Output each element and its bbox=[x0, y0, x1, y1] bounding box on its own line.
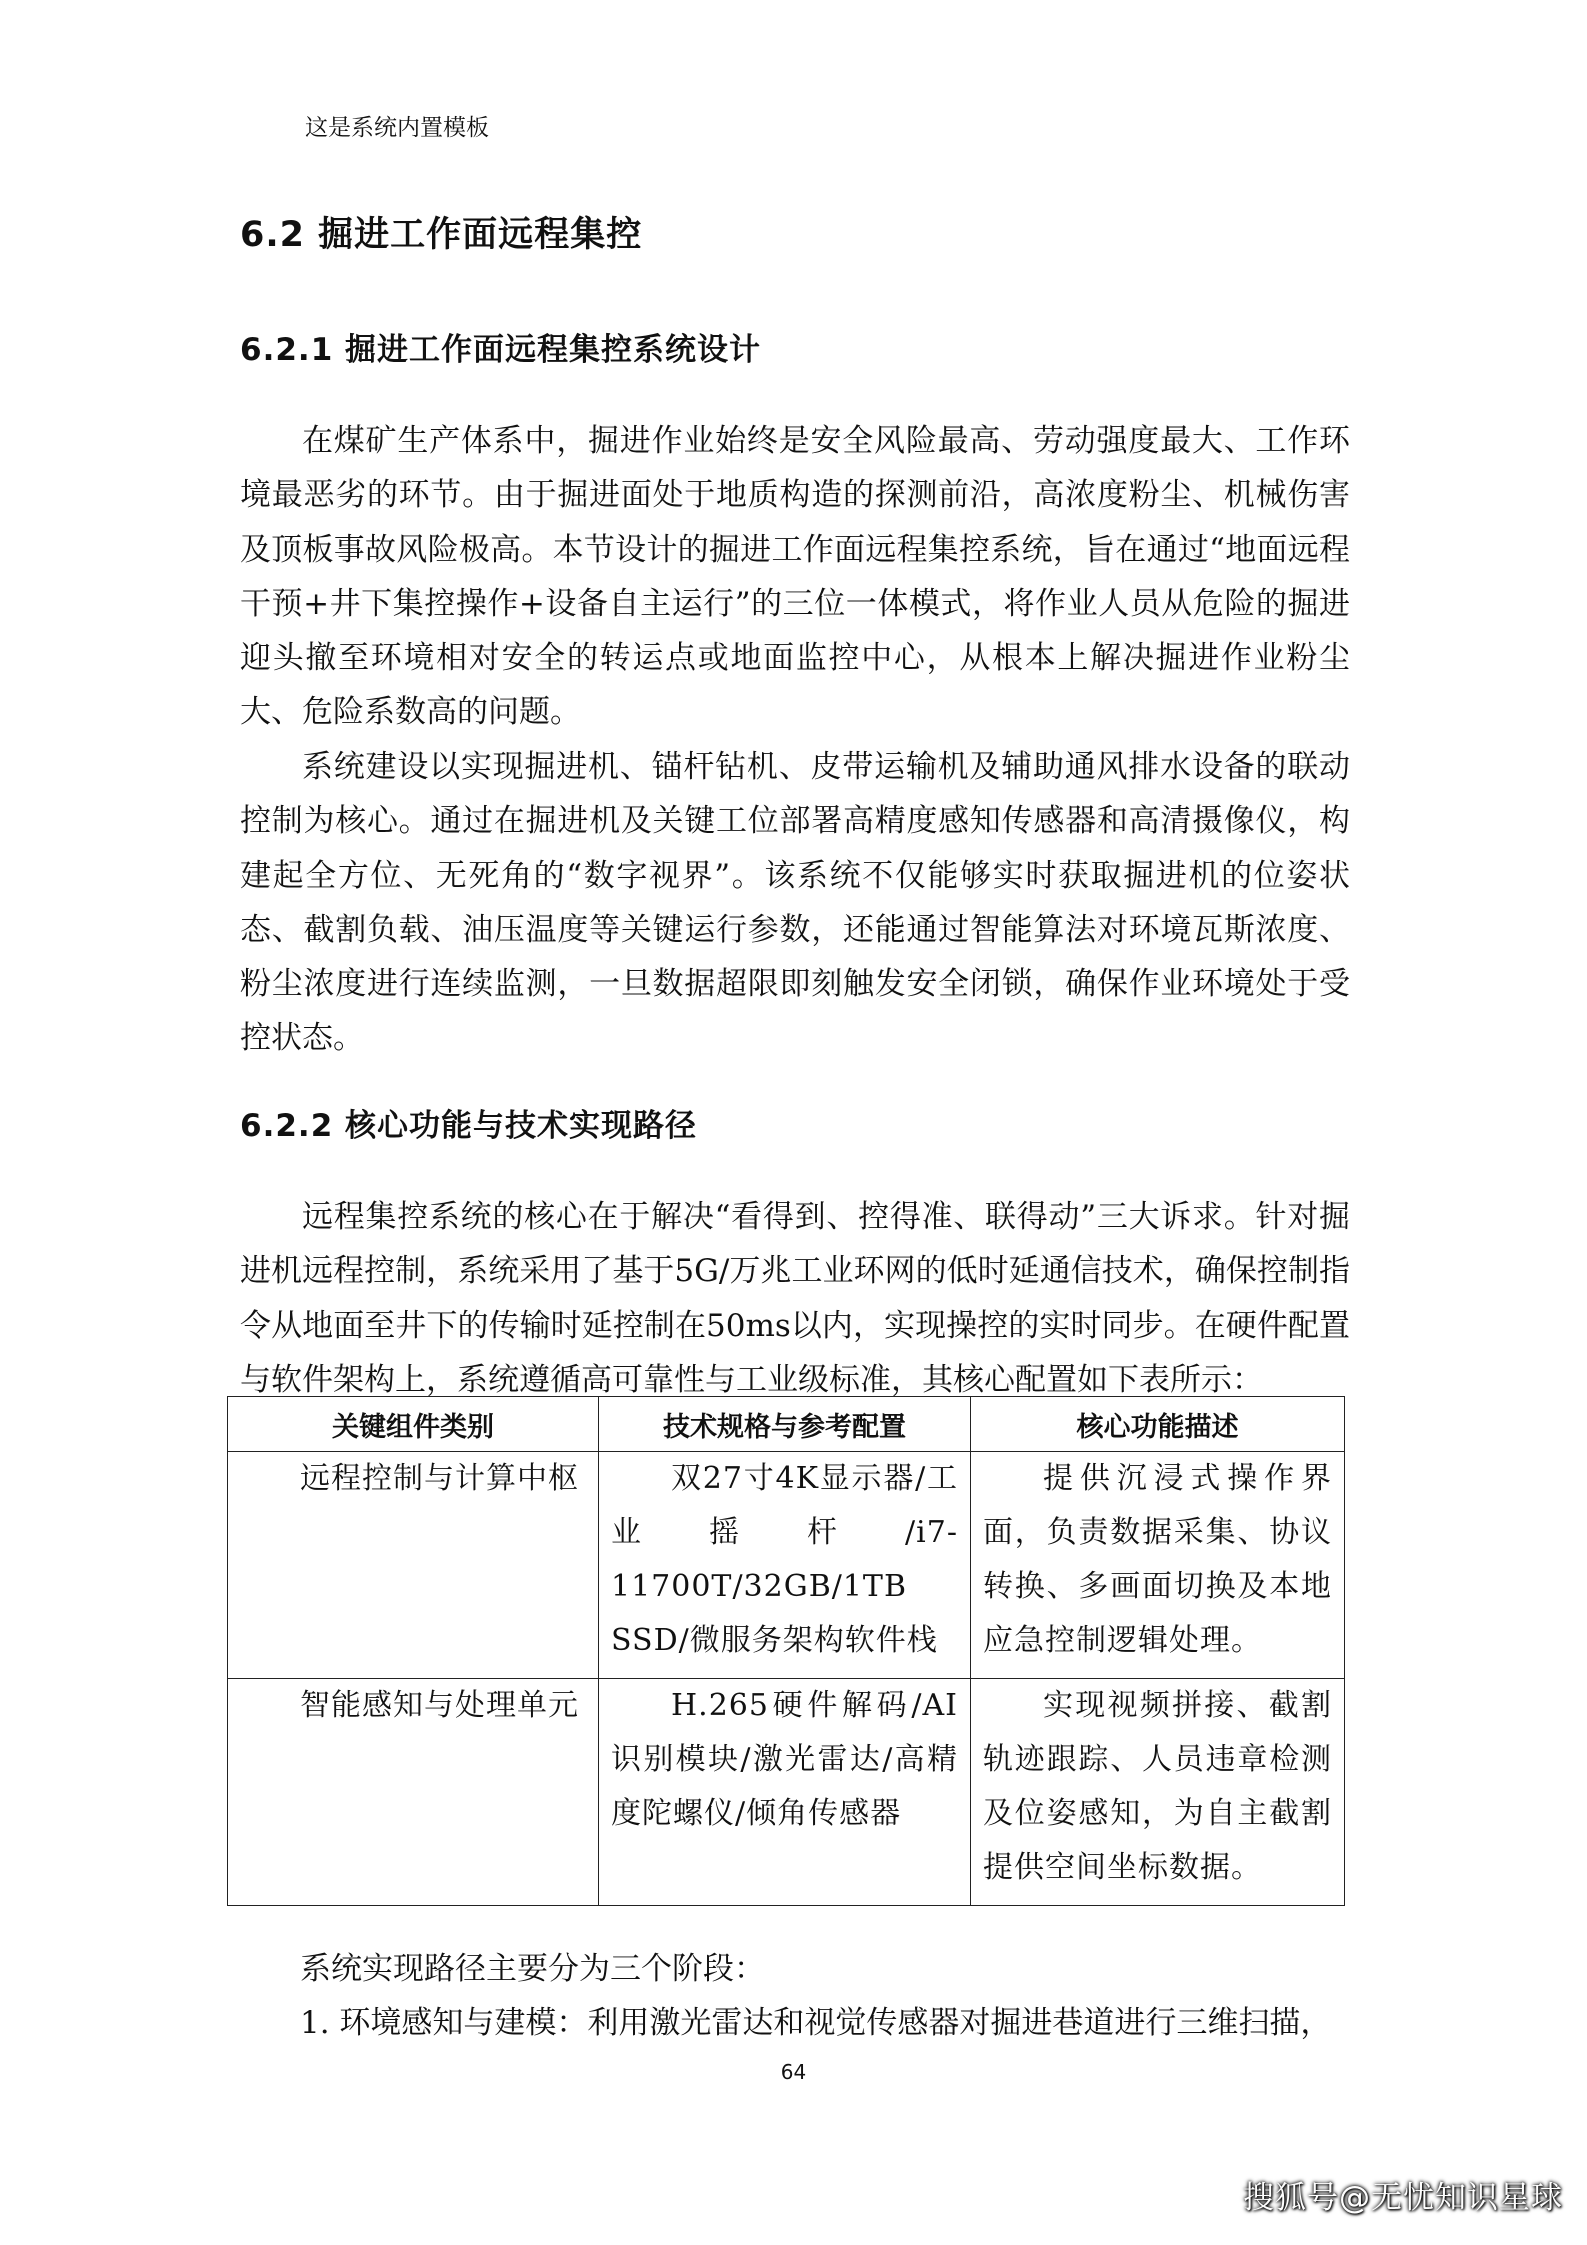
header-spec: 技术规格与参考配置 bbox=[599, 1397, 971, 1452]
cell-spec: 双27寸4K显示器/工业摇杆/i7-11700T/32GB/1TB SSD/微服务架构软件栈 bbox=[599, 1452, 971, 1679]
cell-function: 提供沉浸式操作界面，负责数据采集、协议转换、多画面切换及本地应急控制逻辑处理。 bbox=[971, 1452, 1345, 1679]
path-intro: 系统实现路径主要分为三个阶段： bbox=[300, 1951, 765, 1987]
table-row bbox=[228, 1452, 1345, 1679]
config-table bbox=[227, 1396, 1345, 1906]
table-row bbox=[228, 1679, 1345, 1906]
cell-category: 远程控制与计算中枢 bbox=[228, 1452, 599, 1679]
header-function: 核心功能描述 bbox=[971, 1397, 1345, 1452]
subsection-1-title: 6.2.1 掘进工作面远程集控系统设计 bbox=[240, 332, 762, 368]
paragraph-2: 系统建设以实现掘进机、锚杆钻机、皮带运输机及辅助通风排水设备的联动控制为核心。通过在掘进机及关键工位部署高精度感知传感器和高清摄像仪，构建起全方位、无死角的“数字视界”。该系统不仅能够实时获取掘进机的位姿状态、截割负载、油压温度等关键运行参数，还能通过智能算法对环境瓦斯浓度、粉尘浓度进行连续监测，一旦数据超限即刻触发安全闭锁，确保作业环境处于受控状态。 bbox=[240, 749, 1350, 1057]
paragraph-3: 远程集控系统的核心在于解决“看得到、控得准、联得动”三大诉求。针对掘进机远程控制，系统采用了基于5G/万兆工业环网的低时延通信技术，确保控制指令从地面至井下的传输时延控制在50ms以内，实现操控的实时同步。在硬件配置与软件架构上，系统遵循高可靠性与工业级标准，其核心配置如下表所示： bbox=[240, 1199, 1350, 1398]
cell-spec: H.265硬件解码/AI识别模块/激光雷达/高精度陀螺仪/倾角传感器 bbox=[599, 1679, 971, 1906]
template-note: 这是系统内置模板 bbox=[305, 115, 489, 141]
page-number: 64 bbox=[780, 2060, 807, 2084]
cell-category: 智能感知与处理单元 bbox=[228, 1679, 599, 1906]
watermark: 搜狐号@无忧知识星球 bbox=[1243, 2180, 1563, 2216]
cell-function: 实现视频拼接、截割轨迹跟踪、人员违章检测及位姿感知，为自主截割提供空间坐标数据。 bbox=[971, 1679, 1345, 1906]
table-header-row bbox=[228, 1397, 1345, 1452]
path-step-1: 1. 环境感知与建模：利用激光雷达和视觉传感器对掘进巷道进行三维扫描， bbox=[300, 2005, 1332, 2041]
section-title: 6.2 掘进工作面远程集控 bbox=[240, 215, 643, 255]
paragraph-1: 在煤矿生产体系中，掘进作业始终是安全风险最高、劳动强度最大、工作环境最恶劣的环节。由于掘进面处于地质构造的探测前沿，高浓度粉尘、机械伤害及顶板事故风险极高。本节设计的掘进工作面远程集控系统，旨在通过“地面远程干预+井下集控操作+设备自主运行”的三位一体模式，将作业人员从危险的掘进迎头撤至环境相对安全的转运点或地面监控中心，从根本上解决掘进作业粉尘大、危险系数高的问题。 bbox=[240, 423, 1350, 731]
header-category: 关键组件类别 bbox=[228, 1397, 599, 1452]
subsection-2-title: 6.2.2 核心功能与技术实现路径 bbox=[240, 1108, 698, 1144]
